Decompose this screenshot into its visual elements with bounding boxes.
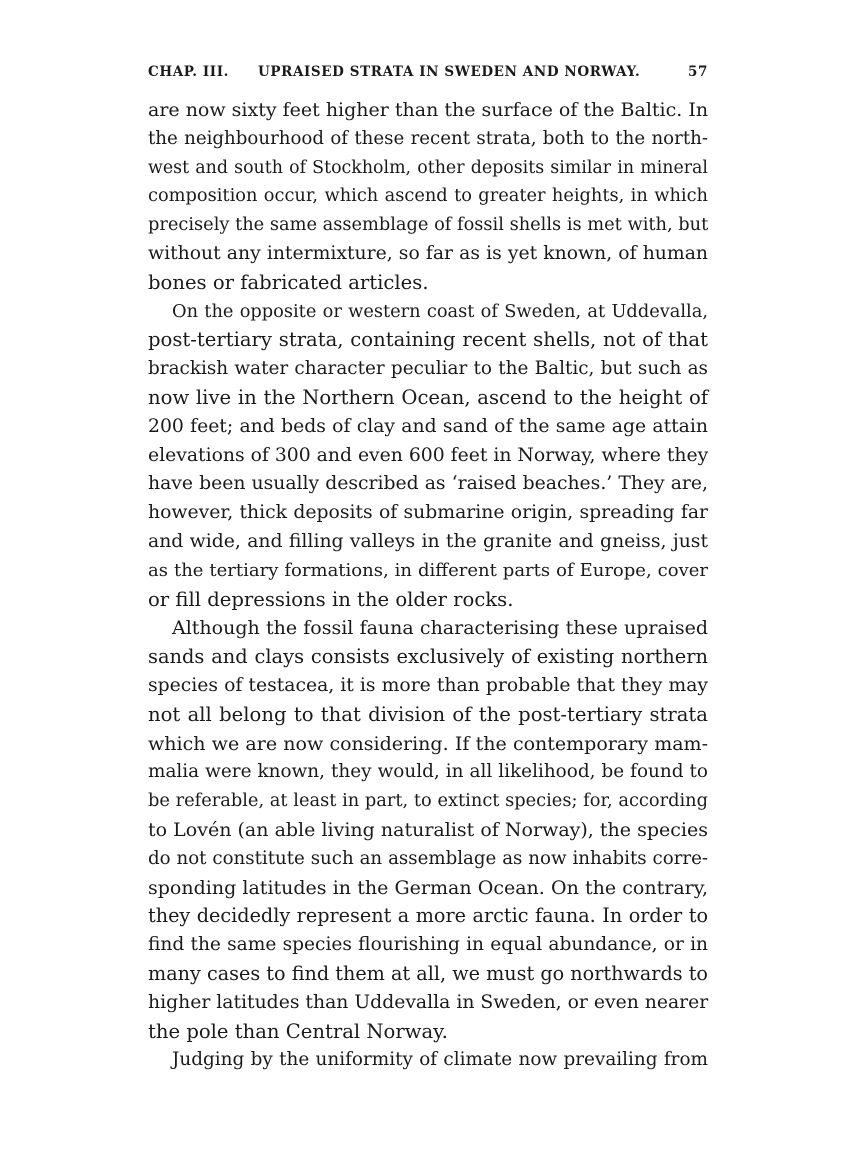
text-line: or fill depressions in the older rocks.: [148, 587, 514, 611]
text-line: sponding latitudes in the German Ocean. On the contrary,: [148, 876, 708, 899]
text-line: sands and clays consists exclusively of existing northern: [148, 645, 708, 669]
text-line: the pole than Central Norway.: [148, 1019, 448, 1043]
text-line: Judging by the uniformity of climate now prevailing from: [172, 1049, 708, 1071]
text-line: malia were known, they would, in all likelihood, be found to: [148, 761, 708, 783]
text-line: bones or fabricated articles.: [148, 270, 429, 294]
running-head: [148, 64, 708, 84]
text-line: Although the fossil fauna characterising these upraised: [172, 617, 708, 640]
paragraph: [148, 614, 708, 1046]
text-line: west and south of Stockholm, other deposits similar in mineral: [148, 157, 708, 178]
chapter-label: CHAP. III.: [148, 64, 229, 80]
text-line: elevations of 300 and even 600 feet in Norway, where they: [148, 444, 709, 466]
text-line: many cases to find them at all, we must go northwards to: [148, 961, 708, 985]
text-line: be referable, at least in part, to extinct species; for, according: [148, 790, 708, 812]
text-line: as the tertiary formations, in different parts of Europe, cover: [148, 559, 708, 581]
paragraph: [148, 298, 708, 615]
paragraph: [148, 1046, 708, 1075]
text-line: they decidedly represent a more arctic fauna. In order to: [148, 904, 708, 928]
text-line: have been usually described as ‘raised beaches.’ They are,: [148, 473, 708, 495]
text-line: to Lovén (an able living naturalist of Norway), the species: [148, 818, 708, 841]
text-line: find the same species flourishing in equal abundance, or in: [148, 934, 708, 956]
text-line: are now sixty feet higher than the surface of the Baltic. In: [148, 99, 709, 121]
text-line: brackish water character peculiar to the Baltic, but such as: [148, 358, 708, 380]
text-line: do not constitute such an assemblage as now inhabits corre-: [148, 847, 708, 869]
text-line: however, thick deposits of submarine origin, spreading far: [148, 502, 708, 524]
text-line: higher latitudes than Uddevalla in Sweden, or even nearer: [148, 991, 709, 1013]
text-line: which we are now considering. If the contemporary mam-: [148, 732, 708, 755]
text-line: composition occur, which ascend to greater heights, in which: [148, 185, 708, 207]
text-line: not all belong to that division of the post-tertiary strata: [148, 702, 708, 726]
paragraph: [148, 96, 708, 298]
text-line: post-tertiary strata, containing recent shells, not of that: [148, 328, 708, 352]
text-line: the neighbourhood of these recent strata, both to the north-: [148, 127, 708, 149]
text-line: now live in the Northern Ocean, ascend to the height of: [148, 385, 708, 409]
text-line: 200 feet; and beds of clay and sand of the same age attain: [148, 415, 708, 437]
text-line: without any intermixture, so far as is yet known, of human: [148, 242, 708, 264]
text-line: and wide, and filling valleys in the granite and gneiss, just: [148, 530, 708, 552]
text-line: species of testacea, it is more than probable that they may: [148, 674, 708, 696]
text-line: On the opposite or western coast of Sweden, at Uddevalla,: [172, 300, 708, 322]
body-text: [148, 96, 708, 1075]
text-line: precisely the same assemblage of fossil shells is met with, but: [148, 214, 709, 236]
page-number: 57: [688, 64, 708, 80]
running-title: UPRAISED STRATA IN SWEDEN AND NORWAY.: [258, 64, 641, 80]
